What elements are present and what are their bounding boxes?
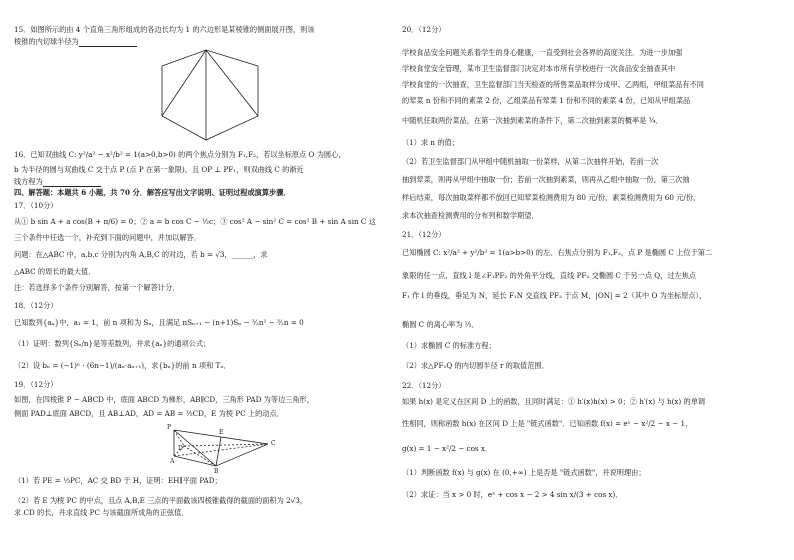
q20-line-2: 学校食品安全问题关系着学生的身心健康，一直受到社会各界的高度关注．为进一步加强 <box>402 48 683 57</box>
fig-label-a: A <box>170 458 175 465</box>
q18-line-4: （2）设 bₙ = (−1)ⁿ · (6n−1)/(aₙ·aₙ₊₁)，求{bₙ}的前 n 项和 Tₙ． <box>14 361 231 370</box>
q16-line-1: 16．已知双曲线 C: y²/a² − x²/b² = 1(a>0,b>0) 的两个焦点分别为 F₁,F₂，若以坐标原点 O 为圆心， <box>14 150 346 159</box>
edge-dc-hidden <box>184 444 268 446</box>
q17-line-5: △ABC 的周长的最大值． <box>14 267 96 276</box>
q21-line-2: 已知椭圆 C: x²/a² + y²/b² = 1(a>b>0) 的左、右焦点分别为 F₁,F₂，点 P 是椭圆 C 上位于第二 <box>402 248 713 257</box>
q20-line-6: 中随机任取两份菜品，在第一次抽到素菜的条件下，第二次抽到素菜的概率是 ¾． <box>402 116 663 125</box>
q19-line-1: 19．（12分） <box>14 380 58 389</box>
fig-label-p: P <box>167 424 172 431</box>
q21-line-4: F₁ 作 l 的垂线，垂足为 N，延长 F₁N 交直线 PF₂ 于点 M，|ON| = 2（其中 O 为坐标原点）， <box>402 291 707 300</box>
base-front <box>174 444 268 466</box>
edge-bd-hidden <box>184 446 216 466</box>
q21-line-6: （1）求椭圆 C 的标准方程； <box>402 341 496 350</box>
q17-line-4: 问题：在△ABC 中，a,b,c 分别为内角 A,B,C 的对边，若 b = √3，______，求 <box>14 250 268 259</box>
fig-label-c: C <box>271 440 276 447</box>
q17-line-1: 17．（10分） <box>14 201 58 210</box>
q15-line-1: 15．如图所示的由 4 个直角三角形组成的各边长均为 1 的六边形是某棱锥的侧面展开图，则该 <box>14 25 315 34</box>
fig-label-d: D <box>178 445 183 452</box>
q20-line-4: 学校食堂的一次抽查，卫生监督部门当天检查的所售菜品取样分成甲、乙两组，甲组菜品有不同 <box>402 80 704 89</box>
q17-line-6: 注：若选择多个条件分别解答，按第一个解答计分． <box>14 283 180 292</box>
q20-line-5: 的荤菜 n 份和不同的素菜 2 份，乙组菜品有荤菜 1 份和不同的素菜 4 份，已知从甲组菜品 <box>402 96 691 105</box>
q20-line-10: 样后结束，每次抽取菜样都不放回已知荤菜检测费用为 80 元/份，素菜检测费用为 60 元/份， <box>402 193 701 202</box>
fig-label-b: B <box>214 468 219 475</box>
q16-line-3-text: 线方程为 <box>14 177 43 186</box>
q20-line-9: 抽到荤菜，则再从甲组中抽取一份；若前一次抽到素菜，则再从乙组中抽取一份，第三次抽 <box>402 175 690 184</box>
q20-line-3: 学校食堂安全管理，某市卫生监督部门决定对本市所有学校进行一次食品安全抽查其中 <box>402 64 676 73</box>
edge-pd-hidden <box>174 430 184 446</box>
q20-line-7: （1）求 n 的值； <box>402 138 459 147</box>
q19-line-3: 侧面 PAD⊥底面 ABCD，且 AB⊥AD，AD = AB = ½CD，E 为棱 PC 上的动点． <box>14 409 284 418</box>
q22-line-5: （1）判断函数 f(x) 与 g(x) 在 (0,+∞) 上是否是 "链式函数"，并说明理由； <box>402 468 646 477</box>
q22-line-3: 性相同，则称函数 h(x) 在区间 D 上是 "链式函数"．已知函数 f(x) = eˣ − x²/2 − x − 1， <box>402 419 693 428</box>
q19-line-5: （2）若 E 为棱 PC 的中点，且点 A,B,E 三点的平面截该四棱锥截得的截面的面积为 2√3， <box>14 496 307 505</box>
q20-line-1: 20．（12分） <box>402 25 446 34</box>
q22-line-1: 22．（12分） <box>402 381 446 390</box>
q22-line-2: 如果 h(x) 是定义在区间 D 上的函数，且同时满足：① h′(x)h(x) > 0；② h′(x) 与 h(x) 的单调 <box>402 397 706 406</box>
q19-line-2: 如图，在四棱锥 P − ABCD 中，底面 ABCD 为梯形，AB∥CD，三角形 PAD 为等边三角形， <box>14 395 314 404</box>
q16-line-2: b 为半径的圆与双曲线 C 交于点 P (点 P 在第一象限)，且 OP ⊥ PF₁，则双曲线 C 的渐近 <box>14 165 304 174</box>
q19-line-4: （1）若 PE = ⅓PC，AC 交 BD 于 H，证明：EH∥平面 PAD； <box>14 476 222 485</box>
q19-line-6: 求 CD 的长，并求直线 PC 与该截面所成角的正弦值． <box>14 508 189 517</box>
q21-line-1: 21．（12分） <box>402 230 446 239</box>
q20-line-11: 求本次抽查检测费用的分布列和数学期望． <box>402 211 539 220</box>
q21-line-5: 椭圆 C 的离心率为 ½． <box>402 320 479 329</box>
q17-line-3: 三个条件中任选一个，补充到下面的问题中，并加以解答． <box>14 233 201 242</box>
q21-line-3: 象限的任一点，直线 l 是∠F₁PF₂ 的外角平分线，直线 PF₂ 交椭圆 C 于另一点 Q，过左焦点 <box>402 271 697 280</box>
q15-line-2-text: 棱锥的内切球半径为 <box>14 37 79 46</box>
q22-line-4: g(x) = 1 − x²/2 − cos x． <box>402 444 493 453</box>
section-heading: 四、解答题：本题共 6 小题，共 70 分．解答应写出文字说明、证明过程或演算步骤． <box>14 188 291 197</box>
q20-line-8: （2）若卫生监督部门从甲组中随机抽取一份菜样，从第二次抽样开始，若前一次 <box>402 157 659 166</box>
q18-line-2: 已知数列{aₙ}中，a₁ = 1，前 n 项和为 Sₙ，且满足 nSₙ₊₁ − (n+1)Sₙ − ³⁄₂n² − ³⁄₂n = 0 <box>14 318 304 327</box>
q22-line-6: （2）求证：当 x > 0 时，eˣ + cos x − 2 > 4 sin x/(3 + cos x)． <box>402 490 623 499</box>
q21-line-7: （2）求△PF₁Q 的内切圆半径 r 的取值范围． <box>402 361 549 370</box>
edge-eb <box>216 437 221 466</box>
q18-line-3: （1）证明：数列{Sₙ/n}是等差数列，并求{aₙ}的通项公式； <box>14 339 211 348</box>
fig-label-e: E <box>219 429 224 436</box>
q18-line-1: 18．（12分） <box>14 301 58 310</box>
q17-line-2: 从① b sin A + a cos(B + π/6) = 0；② a = b cos C − ½c；③ cos² A − sin² C = cos² B + sin A sin C 这 <box>14 217 376 226</box>
